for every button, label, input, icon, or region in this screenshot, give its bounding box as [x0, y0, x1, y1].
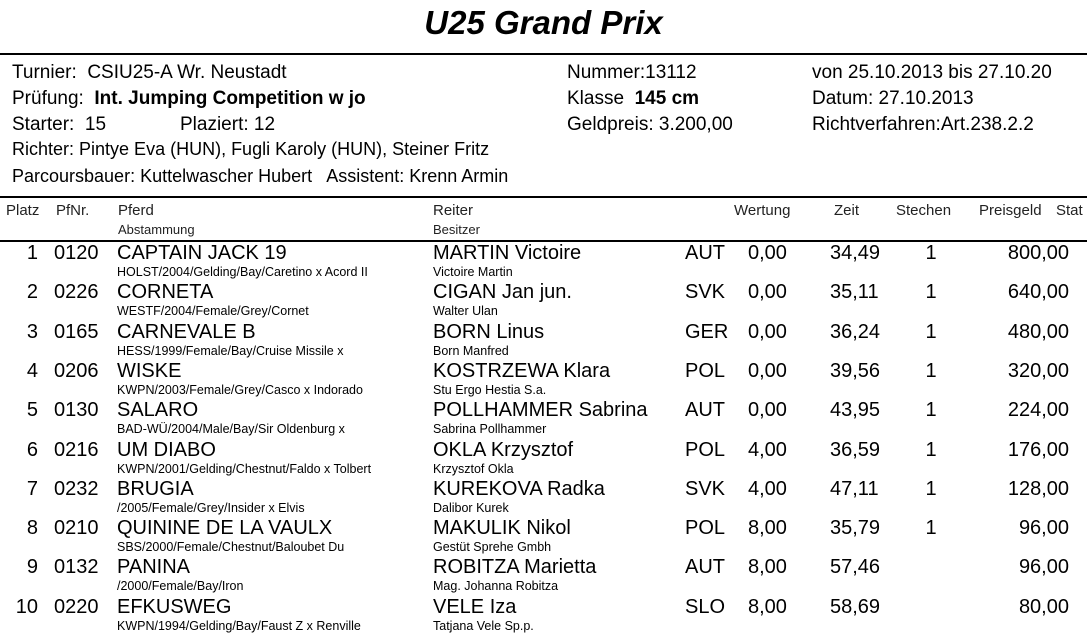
- cell-reiter: MARTIN Victoire: [433, 242, 582, 264]
- cell-wertung: 8,00: [748, 556, 787, 579]
- cell-pfnr: 0165: [54, 320, 99, 343]
- cell-wertung: 8,00: [748, 595, 787, 618]
- cell-pferd: CARNEVALE B: [117, 320, 256, 343]
- cell-besitzer: Sabrina Pollhammer: [433, 422, 547, 437]
- cell-nation: SLO: [685, 595, 726, 618]
- cell-stechen: 1: [925, 477, 937, 500]
- cell-pferd: CORNETA: [117, 281, 214, 304]
- cell-besitzer: Mag. Johanna Robitza: [433, 579, 559, 594]
- cell-reiter: VELE Iza: [433, 595, 517, 618]
- richtverfahren-label: Richtverfahren:: [812, 114, 941, 135]
- cell-reiter: MAKULIK Nikol: [433, 517, 571, 540]
- cell-preisgeld: 96,00: [1018, 556, 1069, 579]
- cell-zeit: 39,56: [830, 359, 881, 382]
- cell-reiter: KUREKOVA Radka: [433, 477, 605, 500]
- cell-besitzer: Dalibor Kurek: [433, 500, 509, 515]
- cell-abstammung: /2005/Female/Grey/Insider x Elvis: [117, 500, 305, 515]
- geldpreis-label: Geldpreis:: [567, 114, 654, 135]
- col-preisgeld: Preisgeld: [979, 202, 1042, 219]
- cell-wertung: 0,00: [748, 359, 787, 382]
- cell-platz: 9: [26, 556, 38, 579]
- cell-reiter: OKLA Krzysztof: [433, 438, 574, 461]
- cell-pferd: UM DIABO: [117, 438, 216, 461]
- col-besitzer: Besitzer: [433, 222, 480, 237]
- cell-preisgeld: 96,00: [1018, 517, 1069, 540]
- richter-label: Richter:: [12, 139, 75, 159]
- cell-nation: POL: [685, 359, 726, 382]
- cell-preisgeld: 800,00: [1007, 242, 1069, 264]
- assistent-label: Assistent:: [326, 166, 405, 186]
- nummer-value: 13112: [645, 62, 697, 83]
- cell-nation: GER: [685, 320, 729, 343]
- cell-stechen: 1: [925, 242, 937, 264]
- cell-preisgeld: 480,00: [1007, 320, 1069, 343]
- cell-pferd: PANINA: [117, 556, 190, 579]
- cell-preisgeld: 128,00: [1007, 477, 1069, 500]
- turnier-label: Turnier:: [12, 62, 77, 83]
- klasse-label: Klasse: [567, 88, 625, 109]
- cell-nation: POL: [685, 517, 726, 540]
- cell-zeit: 47,11: [830, 477, 879, 500]
- cell-besitzer: Stu Ergo Hestia S.a.: [433, 382, 547, 397]
- cell-preisgeld: 320,00: [1007, 359, 1069, 382]
- col-stechen: Stechen: [896, 202, 952, 219]
- cell-abstammung: KWPN/2001/Gelding/Chestnut/Faldo x Tolbert: [117, 461, 372, 476]
- cell-stechen: 1: [925, 281, 937, 304]
- cell-zeit: 36,59: [830, 438, 881, 461]
- cell-besitzer: Krzysztof Okla: [433, 461, 514, 476]
- cell-platz: 5: [26, 399, 38, 422]
- col-status: Stat: [1056, 202, 1083, 219]
- cell-nation: SVK: [685, 281, 726, 304]
- cell-pferd: CAPTAIN JACK 19: [117, 242, 287, 264]
- richter-value: Pintye Eva (HUN), Fugli Karoly (HUN), Steiner Fritz: [79, 139, 490, 159]
- cell-platz: 8: [26, 517, 38, 540]
- geldpreis-line: [567, 114, 733, 136]
- cell-pfnr: 0120: [54, 242, 99, 264]
- cell-pfnr: 0216: [54, 438, 99, 461]
- pruefung-label: Prüfung:: [12, 88, 84, 109]
- datum-line: [812, 88, 974, 110]
- columns-top-rule: [0, 196, 1087, 198]
- cell-nation: POL: [685, 438, 726, 461]
- col-pfnr: PfNr.: [56, 202, 90, 219]
- cell-zeit: 57,46: [830, 556, 881, 579]
- cell-pfnr: 0226: [54, 281, 99, 304]
- cell-besitzer: Walter Ulan: [433, 304, 498, 319]
- cell-besitzer: Victoire Martin: [433, 265, 513, 279]
- cell-preisgeld: 80,00: [1018, 595, 1069, 618]
- cell-besitzer: Tatjana Vele Sp.p.: [433, 618, 534, 633]
- cell-pferd: EFKUSWEG: [117, 595, 232, 618]
- pruefung-value: Int. Jumping Competition w jo: [94, 88, 366, 109]
- header-top-rule: [0, 53, 1087, 55]
- cell-stechen: 1: [925, 320, 937, 343]
- cell-preisgeld: 176,00: [1007, 438, 1069, 461]
- cell-platz: 1: [26, 242, 38, 264]
- cell-abstammung: KWPN/2003/Female/Grey/Casco x Indorado: [117, 382, 363, 397]
- cell-platz: 6: [26, 438, 38, 461]
- col-wertung: Wertung: [734, 202, 791, 219]
- cell-abstammung: HESS/1999/Female/Bay/Cruise Missile x: [117, 343, 344, 358]
- cell-stechen: 1: [925, 399, 937, 422]
- cell-pfnr: 0220: [54, 595, 99, 618]
- cell-abstammung: WESTF/2004/Female/Grey/Cornet: [117, 304, 309, 319]
- cell-zeit: 35,11: [830, 281, 879, 304]
- cell-platz: 3: [26, 320, 38, 343]
- assistent-value: Krenn Armin: [409, 166, 509, 186]
- cell-zeit: 34,49: [830, 242, 881, 264]
- cell-zeit: 36,24: [830, 320, 881, 343]
- cell-abstammung: SBS/2000/Female/Chestnut/Baloubet Du: [117, 540, 345, 555]
- klasse-line: [567, 88, 699, 110]
- col-abstammung: Abstammung: [118, 222, 195, 237]
- starter-line: [12, 114, 106, 136]
- cell-pfnr: 0232: [54, 477, 99, 500]
- plaziert-line: [180, 114, 275, 136]
- plaziert-label: Plaziert:: [180, 114, 249, 135]
- col-zeit: Zeit: [834, 202, 860, 219]
- col-reiter: Reiter: [433, 202, 474, 219]
- col-platz: Platz: [6, 202, 40, 219]
- cell-reiter: BORN Linus: [433, 320, 545, 343]
- starter-label: Starter:: [12, 114, 75, 135]
- turnier-value: CSIU25-A Wr. Neustadt: [87, 62, 287, 83]
- cell-wertung: 8,00: [748, 517, 787, 540]
- cell-wertung: 4,00: [748, 438, 787, 461]
- klasse-value: 145 cm: [634, 88, 700, 109]
- cell-nation: AUT: [685, 556, 725, 579]
- cell-besitzer: Gestüt Sprehe Gmbh: [433, 540, 552, 555]
- cell-pferd: SALARO: [117, 399, 199, 422]
- page-title: U25 Grand Prix: [424, 4, 663, 41]
- cell-nation: AUT: [685, 242, 725, 264]
- richter-line: [12, 139, 489, 160]
- cell-wertung: 0,00: [748, 281, 787, 304]
- cell-zeit: 35,79: [830, 517, 881, 540]
- cell-pfnr: 0130: [54, 399, 99, 422]
- cell-pfnr: 0132: [54, 556, 99, 579]
- richtverfahren-line: [812, 114, 1034, 136]
- nummer-line: [567, 62, 697, 84]
- cell-stechen: 1: [925, 517, 937, 540]
- cell-nation: SVK: [685, 477, 726, 500]
- cell-abstammung: HOLST/2004/Gelding/Bay/Caretino x Acord II: [117, 265, 368, 279]
- col-pferd: Pferd: [118, 202, 154, 219]
- cell-pferd: BRUGIA: [117, 477, 194, 500]
- cell-stechen: 1: [925, 359, 937, 382]
- cell-platz: 7: [26, 477, 38, 500]
- cell-reiter: ROBITZA Marietta: [433, 556, 597, 579]
- cell-wertung: 0,00: [748, 320, 787, 343]
- cell-platz: 4: [26, 359, 38, 382]
- cell-wertung: 4,00: [748, 477, 787, 500]
- turnier-line: [12, 62, 287, 84]
- parcours-label: Parcoursbauer:: [12, 166, 136, 186]
- cell-pferd: QUININE DE LA VAULX: [117, 517, 333, 540]
- cell-abstammung: /2000/Female/Bay/Iron: [117, 579, 244, 594]
- richtverfahren-value: Art.238.2.2: [940, 114, 1034, 135]
- geldpreis-value: 3.200,00: [658, 114, 733, 135]
- datum-label: Datum:: [812, 88, 874, 109]
- plaziert-value: 12: [253, 114, 276, 135]
- cell-zeit: 58,69: [830, 595, 881, 618]
- cell-abstammung: KWPN/1994/Gelding/Bay/Faust Z x Renville: [117, 618, 361, 633]
- cell-pferd: WISKE: [117, 359, 182, 382]
- datum-value: 27.10.2013: [878, 88, 974, 109]
- cell-preisgeld: 224,00: [1007, 399, 1069, 422]
- parcours-line: [12, 166, 508, 187]
- cell-preisgeld: 640,00: [1007, 281, 1069, 304]
- cell-platz: 2: [26, 281, 38, 304]
- cell-besitzer: Born Manfred: [433, 343, 509, 358]
- parcours-value: Kuttelwascher Hubert: [140, 166, 313, 186]
- cell-reiter: CIGAN Jan jun.: [433, 281, 572, 304]
- cell-nation: AUT: [685, 399, 725, 422]
- pruefung-line: [12, 88, 366, 110]
- cell-abstammung: BAD-WÜ/2004/Male/Bay/Sir Oldenburg x: [117, 422, 345, 437]
- cell-platz: 10: [15, 595, 38, 618]
- cell-stechen: 1: [925, 438, 937, 461]
- cell-pfnr: 0206: [54, 359, 99, 382]
- cell-zeit: 43,95: [830, 399, 881, 422]
- cell-wertung: 0,00: [748, 399, 787, 422]
- cell-reiter: POLLHAMMER Sabrina: [433, 399, 648, 422]
- starter-value: 15: [84, 114, 107, 135]
- zeitraum: von 25.10.2013 bis 27.10.20: [812, 62, 1052, 83]
- nummer-label: Nummer:: [567, 62, 646, 83]
- cell-reiter: KOSTRZEWA Klara: [433, 359, 611, 382]
- cell-wertung: 0,00: [748, 242, 787, 264]
- cell-pfnr: 0210: [54, 517, 99, 540]
